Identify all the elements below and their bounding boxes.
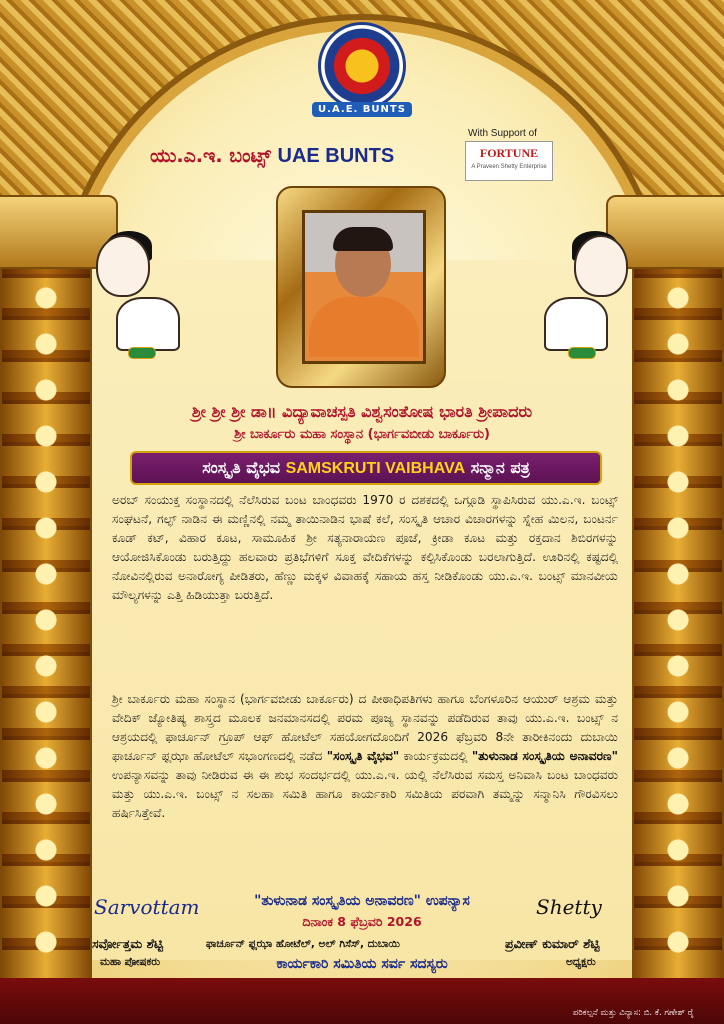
right-signatory-name: ಪ್ರವೀಣ್ ಕುಮಾರ್ ಶೆಟ್ಟಿ [505, 936, 600, 951]
sponsor-tagline: A Praveen Shetty Enterprise [471, 164, 547, 170]
org-title-english: UAE BUNTS [277, 145, 395, 167]
event-title: "ತುಳುನಾಡ ಸಂಸ್ಕೃತಿಯ ಅನಾವರಣ" ಉಪನ್ಯಾಸ [254, 893, 470, 909]
org-title-kannada: ಯು.ಎ.ಇ. ಬಂಟ್ಸ್ [150, 145, 271, 167]
committee-line: ಕಾರ್ಯಕಾರಿ ಸಮಿತಿಯ ಸರ್ವ ಸದಸ್ಯರು [276, 956, 448, 972]
bottom-carpet-strip [0, 978, 724, 1024]
citation-paragraph-1: ಅರಬ್ ಸಂಯುಕ್ತ ಸಂಸ್ಥಾನದಲ್ಲಿ ನೆಲೆಸಿರುವ ಬಂಟ ಬಾಂಧವರು 1970 ರ ದಶಕದಲ್ಲಿ ಒಗ್ಗೂಡಿ ಸ್ಥಾಪಿಸಿರುವ ಯು.ಎ.ಇ. ಬಂಟ್ಸ್ ಸಂಘಟನೆ, ಗಲ್ಫ್ ನಾಡಿನ ಈ ಮಣ್ಣಿನಲ್ಲಿ ನಮ್ಮ ತಾಯಿನಾಡಿನ ಭಾಷೆ ಕಲೆ, ಸಂಸ್ಕೃತಿ ಆಚಾರ ವಿಚಾರಗಳನ್ನು ಸ್ನೇಹ ಮಿಲನ, ಬಂಟರ್ನ ಕೂಡ್ ಕಟ್, ವಿಹಾರ ಕೂಟ, ಸಾಮೂಹಿಕ ಶ್ರೀ ಸತ್ಯನಾರಾಯಣ ಪೂಜೆ, ಕ್ರೀಡಾ ಕೂಟ ಮತ್ತು ರಕ್ತದಾನ ಶಿಬಿರಗಳನ್ನು ಆಯೋಜಿಸಿಕೊಂಡು ಬರುತ್ತಿದ್ದು ಹಲವಾರು ಪ್ರತಿಭೆಗಳಿಗೆ ಸೂಕ್ತ ವೇದಿಕೆಗಳನ್ನು ಕಲ್ಪಿಸಿಕೊಂಡು ಬರಲಾಗುತ್ತಿದೆ. ಊರಿನಲ್ಲಿ ಕಷ್ಟದಲ್ಲಿ ನೋವಿನಲ್ಲಿರುವ ಅನಾರೋಗ್ಯ ಪೀಡಿತರು, ಹೆಣ್ಣು ಮಕ್ಕಳ ವಿವಾಹಕ್ಕೆ ಸಹಾಯ ಹಸ್ತ ನೀಡಿಕೊಂಡು ಯು.ಎ.ಇ. ಬಂಟ್ಸ್ ಮಾನವೀಯ ಮೌಲ್ಯಗಳನ್ನು ಎತ್ತಿ ಹಿಡಿಯುತ್ತಾ ಬರುತ್ತಿದೆ. [112, 493, 618, 602]
sponsor-logo [465, 141, 553, 181]
event-venue: ಫಾರ್ಚೂನ್ ಫ್ಲಝಾ ಹೋಟೆಲ್, ಅಲ್ ಗಿಸೆಸ್, ದುಬಾಯಿ [206, 938, 400, 950]
banner-kannada-2: ಸನ್ಮಾನ ಪತ್ರ [470, 458, 530, 477]
figure-bangle [568, 347, 596, 359]
para2-text-a: ಶ್ರೀ ಬಾರ್ಕೂರು ಮಹಾ ಸಂಸ್ಥಾನ (ಭಾರ್ಗವಬೀಡು ಬಾರ್ಕೂರು) ದ ಪೀಠಾಧಿಪತಿಗಳು ಹಾಗೂ ಬೆಂಗಳೂರಿನ ಆಯುರ್ ಆಶ್ರಮ ಮತ್ತು ವೇದಿಕ್ ಜ್ಯೋತಿಷ್ಯ ಶಾಸ್ತ್ರದ ಮೂಲಕ ಜನಮಾನಸದಲ್ಲಿ ಪರಮ ಪೂಜ್ಯ ಸ್ಥಾನವನ್ನು ಪಡೆದಿರುವ ತಾವು ಯು.ಎ.ಇ. ಬಂಟ್ಸ್ ನ ಆಶ್ರಯದಲ್ಲಿ ಫಾರ್ಚೂನ್ ಗ್ರೂಪ್ ಆಫ್ ಹೋಟೆಲ್ ಸಹಯೋಗದೊಂದಿಗೆ 2026 ಫೆಬ್ರವರಿ 8ನೇ ತಾರೀಕಿನಂದು ದುಬಾಯಿ ಫಾರ್ಚೂನ್ ಫ್ಲಝಾ ಹೋಟೆಲ್ ಸಭಾಂಗಣದಲ್ಲಿ ನಡೆದ [112, 692, 618, 763]
right-signature-icon: Shetty [536, 895, 602, 919]
honoree-title: ಶ್ರೀ ಶ್ರೀ ಶ್ರೀ ಡಾ॥ ವಿದ್ಯಾವಾಚಸ್ಪತಿ ವಿಶ್ವಸಂತೋಷ ಭಾರತಿ ಶ್ರೀಪಾದರು [191, 402, 533, 421]
banner-kannada-1: ಸಂಸ್ಕೃತಿ ವೈಭವ [202, 458, 280, 477]
portrait-robe [309, 297, 419, 357]
design-credit: ಪರಿಕಲ್ಪನೆ ಮತ್ತು ವಿನ್ಯಾಸ: ಬಿ. ಕೆ. ಗಣೇಶ್ ರೈ [572, 1008, 694, 1018]
portrait-hair [333, 227, 393, 251]
left-pillar-ornaments [0, 280, 92, 960]
para2-text-c: ಉಪನ್ಯಾಸವನ್ನು ತಾವು ನೀಡಿರುವ ಈ ಈ ಶುಭ ಸಂದರ್ಭದಲ್ಲಿ ಯು.ಎ.ಇ. ಯಲ್ಲಿ ನೆಲೆಸಿರುವ ಸಮಸ್ತ ಅನಿವಾಸಿ ಬಂಟ ಬಾಂಧವರು ಮತ್ತು ಯು.ಎ.ಇ. ಬಂಟ್ಸ್ ನ ಸಲಹಾ ಸಮಿತಿ ಹಾಗೂ ಕಾರ್ಯಕಾರಿ ಸಮಿತಿಯ ಪರವಾಗಿ ತಮ್ಮನ್ನು ಸನ್ಮಾನಿಸಿ ಗೌರವಿಸಲು ಹರ್ಷಿಸಿತ್ತೇವೆ. [112, 768, 618, 820]
portrait-frame [276, 186, 446, 388]
figure-head [96, 235, 150, 297]
honoree-subtitle: ಶ್ರೀ ಬಾರ್ಕೂರು ಮಹಾ ಸಂಸ್ಥಾನ (ಭಾರ್ಗವಬೀಡು ಬಾರ್ಕೂರು) [234, 427, 490, 442]
para2-text-b: ಕಾರ್ಯಕ್ರಮದಲ್ಲಿ [399, 749, 472, 763]
figure-head [574, 235, 628, 297]
sponsor-name: FORTUNE [479, 146, 539, 160]
para2-bold-lecture: "ತುಳುನಾಡ ಸಂಸ್ಕೃತಿಯ ಅನಾವರಣ" [471, 749, 619, 763]
banner-english: SAMSKRUTI VAIBHAVA [285, 460, 466, 477]
support-label: With Support of [468, 128, 537, 139]
right-pillar-ornaments [632, 280, 724, 960]
right-namaste-figure-icon [546, 235, 636, 365]
figure-folded-hands [116, 297, 180, 351]
left-signature-icon: Sarvottam [94, 895, 200, 919]
figure-folded-hands [544, 297, 608, 351]
para2-bold-event: "ಸಂಸ್ಕೃತಿ ವೈಭವ" [326, 749, 400, 763]
certificate-banner [130, 451, 602, 485]
left-signatory-role: ಮಹಾ ಪೋಷಕರು [100, 956, 161, 968]
event-date: ದಿನಾಂಕ 8 ಫೆಬ್ರವರಿ 2026 [302, 914, 422, 929]
left-signatory-name: ಸರ್ವೋತ್ತಮ ಶೆಟ್ಟಿ [92, 936, 164, 951]
uae-bunts-logo [312, 22, 412, 134]
logo-emblem-icon [318, 22, 406, 110]
figure-bangle [128, 347, 156, 359]
logo-ribbon-text: U.A.E. BUNTS [312, 102, 412, 117]
honoree-portrait [302, 210, 426, 364]
citation-paragraph-2 [112, 690, 618, 823]
left-namaste-figure-icon [88, 235, 178, 365]
org-title [150, 145, 394, 168]
right-signatory-role: ಅಧ್ಯಕ್ಷರು [566, 956, 596, 968]
